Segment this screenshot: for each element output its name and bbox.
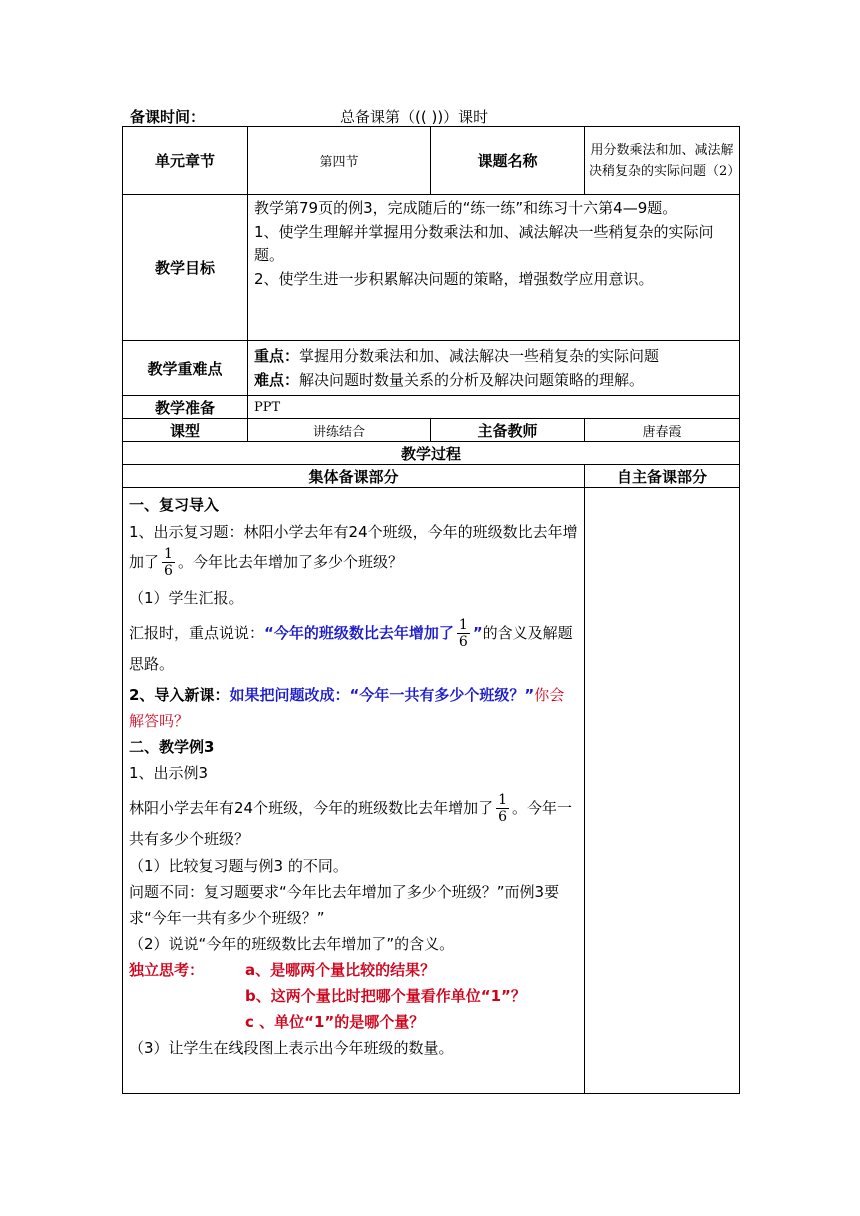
goal-line: 教学第79页的例3，完成随后的“练一练”和练习十六第4—9题。 <box>254 199 678 217</box>
new-lesson-question: 如果把问题改成：“今年一共有多少个班级？” <box>229 686 535 704</box>
goal-line: 2、使学生进一步积累解决问题的策略，增强数学应用意识。 <box>254 270 654 288</box>
process-title: 教学过程 <box>123 442 740 465</box>
compare-step: （1）比较复习题与例3 的不同。 <box>129 857 348 875</box>
keys-content <box>248 341 740 396</box>
row-process-body <box>123 488 740 1094</box>
fraction-numerator: 1 <box>458 617 468 633</box>
unit-value: 第四节 <box>248 127 431 195</box>
page-header <box>122 106 738 126</box>
group-prep-content <box>123 488 585 1094</box>
unit-label: 单元章节 <box>123 127 248 195</box>
row-goal <box>123 195 740 341</box>
segment-diagram-step: （3）让学生在线段图上表示出今年班级的数量。 <box>129 1039 454 1057</box>
fraction-denominator: 6 <box>498 809 508 825</box>
review-question-text: 。今年比去年增加了多少个班级？ <box>177 553 403 571</box>
example-problem-text: 林阳小学去年有24个班级，今年的班级数比去年增加了 <box>129 799 494 817</box>
report-focus-text: 汇报时，重点说说： <box>129 624 265 642</box>
row-type <box>123 419 740 442</box>
think-block <box>129 957 578 1035</box>
fraction-denominator: 6 <box>458 634 468 650</box>
meaning-step: （2）说说“今年的班级数比去年增加了”的含义。 <box>129 935 455 953</box>
new-lesson-intro <box>129 682 578 734</box>
goal-label: 教学目标 <box>123 195 248 341</box>
goal-content <box>248 195 740 341</box>
think-label: 独立思考： <box>129 961 205 979</box>
example-problem <box>129 792 578 853</box>
think-question: a、是哪两个量比较的结果？ <box>245 961 436 979</box>
key-point-label: 重点： <box>254 347 300 365</box>
teacher-label: 主备教师 <box>431 419 585 442</box>
topic-value: 用分数乘法和加、减法解决稍复杂的实际问题（2） <box>585 127 740 195</box>
lesson-plan-table <box>122 126 740 1094</box>
think-question: c 、单位“1”的是哪个量？ <box>245 1013 425 1031</box>
section-review-title: 一、复习导入 <box>129 496 220 514</box>
key-point-text: 掌握用分数乘法和加、减法解决一些稍复杂的实际问题 <box>299 347 660 365</box>
group-prep-header: 集体备课部分 <box>123 465 585 488</box>
self-prep-header: 自主备课部分 <box>585 465 740 488</box>
report-focus-highlight: “今年的班级数比去年增加了 <box>264 624 454 642</box>
difficulty-text: 解决问题时数量关系的分析及解决问题策略的理解。 <box>299 371 645 389</box>
prep-label: 教学准备 <box>123 396 248 419</box>
row-process-columns <box>123 465 740 488</box>
review-question <box>129 518 578 579</box>
topic-label: 课题名称 <box>431 127 585 195</box>
section-example-title: 二、教学例3 <box>129 738 215 756</box>
report-focus-text: 的含义及解题思路。 <box>129 624 573 673</box>
new-lesson-prompt: 你会解答吗？ <box>129 686 565 730</box>
report-focus-highlight: ” <box>472 624 483 642</box>
row-process-title <box>123 442 740 465</box>
row-keys <box>123 341 740 396</box>
review-question-text: 1、出示复习题：林阳小学去年有24个班级，今年的班级数比去年增加了 <box>129 523 578 571</box>
fraction-one-sixth <box>162 546 175 579</box>
new-lesson-label: 2、导入新课： <box>129 686 230 704</box>
teacher-value: 唐春霞 <box>585 419 740 442</box>
type-label: 课型 <box>123 419 248 442</box>
fraction-one-sixth <box>457 617 470 650</box>
total-lessons-label: 总备课第（(( ))）课时 <box>340 108 489 126</box>
step-report: （1）学生汇报。 <box>129 589 244 607</box>
think-question: b、这两个量比时把哪个量看作单位“1”？ <box>245 987 526 1005</box>
row-prep <box>123 396 740 419</box>
fraction-one-sixth <box>496 792 509 825</box>
fraction-denominator: 6 <box>164 563 173 579</box>
self-prep-content <box>585 488 740 1094</box>
difficulty-label: 难点： <box>254 371 300 389</box>
example-problem-text: 。今年一共有多少个班级？ <box>129 799 573 848</box>
type-value: 讲练结合 <box>248 419 431 442</box>
row-unit <box>123 127 740 195</box>
fraction-numerator: 1 <box>164 546 173 562</box>
show-example: 1、出示例3 <box>129 764 209 782</box>
fraction-numerator: 1 <box>498 792 508 808</box>
prep-time-label: 备课时间： <box>130 108 206 126</box>
goal-line: 1、使学生理解并掌握用分数乘法和加、减法解决一些稍复杂的实际问题。 <box>254 223 714 264</box>
prep-value: PPT <box>248 396 740 419</box>
keys-label: 教学重难点 <box>123 341 248 396</box>
compare-explanation: 问题不同：复习题要求“今年比去年增加了多少个班级？”而例3要求“今年一共有多少个班级？” <box>129 883 560 927</box>
report-focus <box>129 617 578 678</box>
